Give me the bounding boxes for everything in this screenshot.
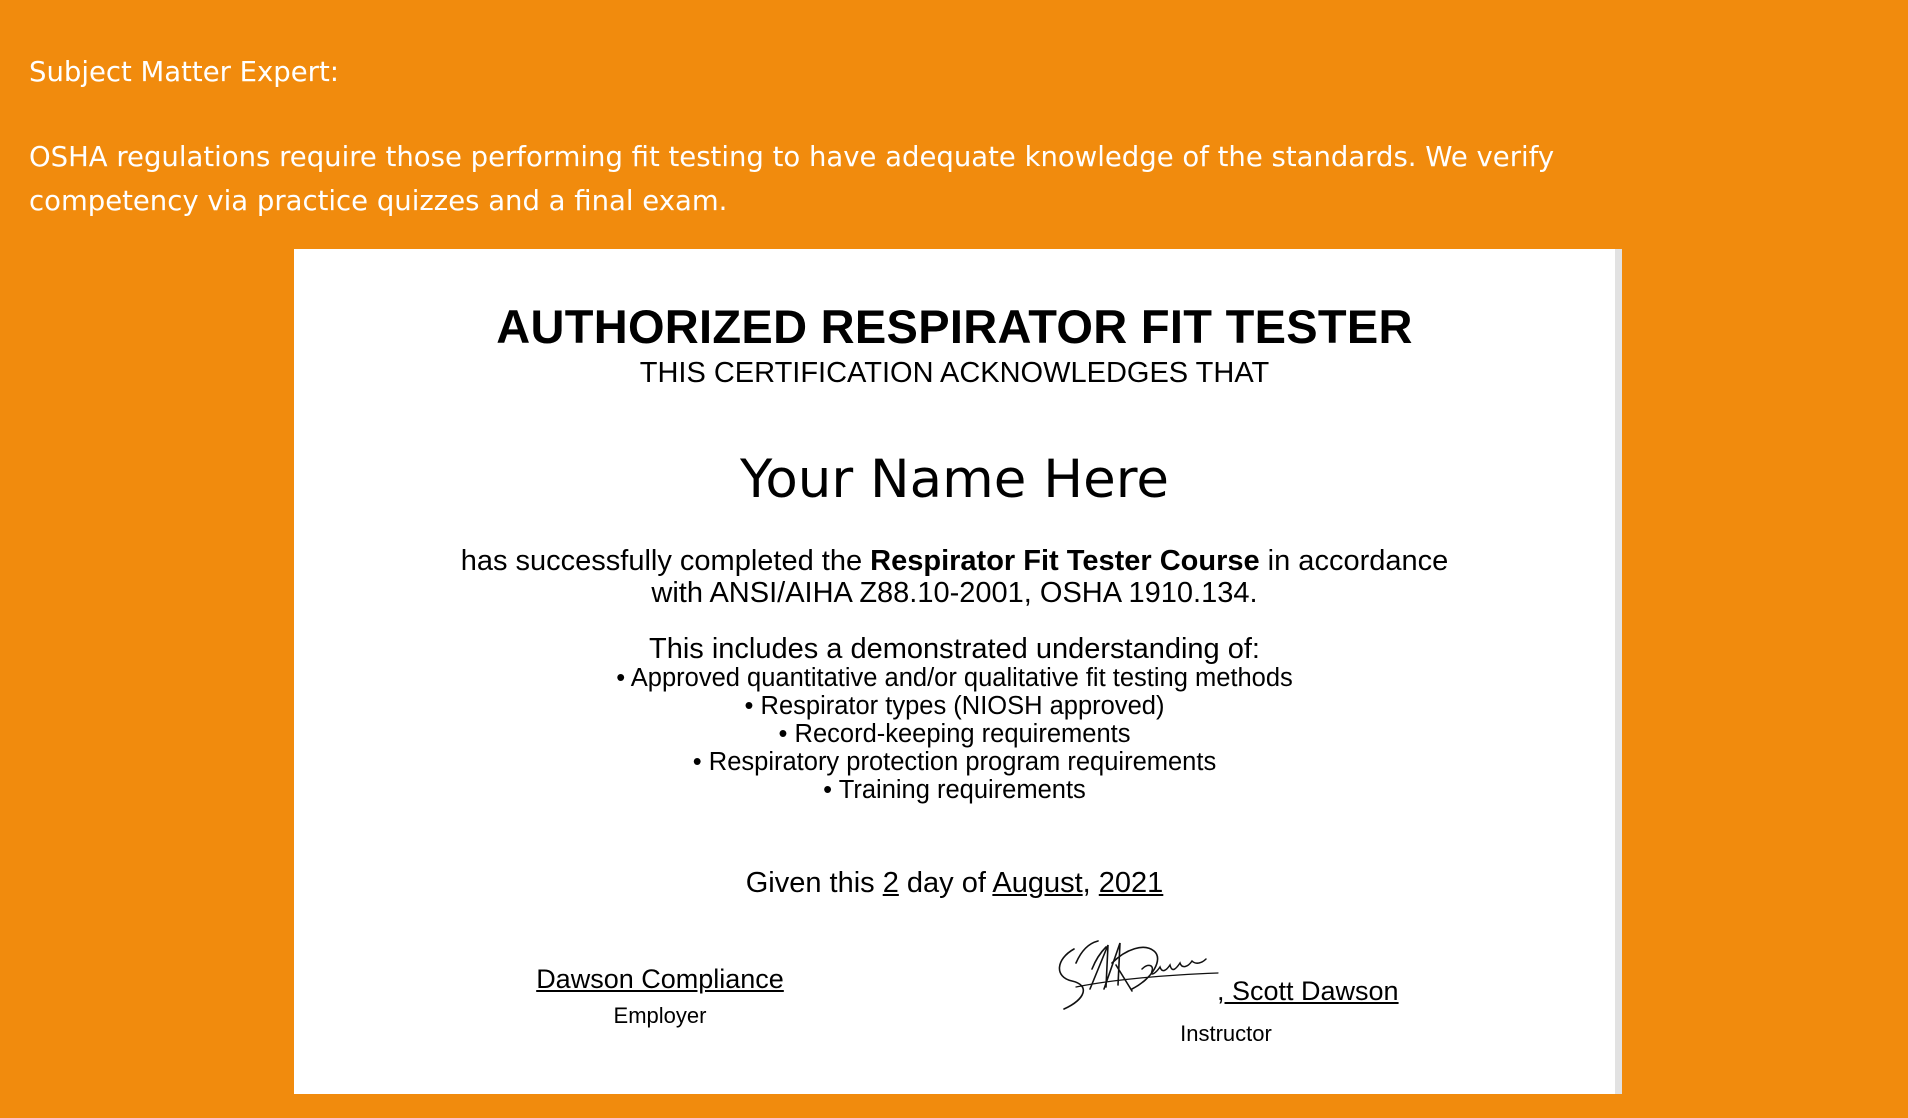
instructor-signature-block [1046, 929, 1406, 1047]
completion-suffix: in accordance [1259, 545, 1449, 577]
certificate [294, 249, 1622, 1094]
intro-body-line2: competency via practice quizzes and a final exam. [29, 185, 728, 217]
given-year: 2021 [1098, 867, 1164, 899]
employer-role: Employer [613, 1003, 707, 1028]
skill-item: • Respirator types (NIOSH approved) [744, 692, 1165, 720]
recipient-name: Your Name Here [740, 449, 1169, 510]
intro-body-line1: OSHA regulations require those performing fit testing to have adequate knowledge of the standards. We verify [29, 141, 1555, 173]
skills-list [294, 664, 1615, 804]
given-middle: day of [898, 867, 993, 899]
given-date-line [294, 867, 1615, 900]
given-day: 2 [882, 867, 899, 899]
completion-line2: with ANSI/AIHA Z88.10-2001, OSHA 1910.134. [651, 577, 1258, 609]
handwritten-signature [1046, 929, 1221, 1019]
given-month: August [992, 867, 1083, 899]
instructor-signature-row [1046, 929, 1406, 1019]
intro-text [29, 50, 1729, 223]
course-name: Respirator Fit Tester Course [870, 545, 1260, 577]
instructor-name: , Scott Dawson [1217, 976, 1399, 1006]
completion-prefix: has successfully completed the [460, 545, 871, 577]
skills-intro: This includes a demonstrated understanding of: [649, 633, 1260, 665]
given-prefix: Given this [745, 867, 883, 899]
skill-item: • Record-keeping requirements [778, 720, 1131, 748]
certificate-title: AUTHORIZED RESPIRATOR FIT TESTER [496, 300, 1413, 353]
completion-line1 [294, 545, 1615, 577]
intro-spacer [29, 94, 1729, 135]
instructor-role: Instructor [1180, 1021, 1272, 1046]
certificate-subtitle: THIS CERTIFICATION ACKNOWLEDGES THAT [639, 357, 1270, 389]
employer-signature-block [530, 964, 790, 1029]
skill-item: • Approved quantitative and/or qualitative fit testing methods [616, 664, 1293, 692]
skill-item: • Training requirements [823, 776, 1086, 804]
skill-item: • Respiratory protection program requirements [692, 748, 1217, 776]
employer-name: Dawson Compliance [536, 964, 784, 994]
completion-statement [294, 545, 1615, 609]
intro-heading: Subject Matter Expert: [29, 56, 340, 88]
given-comma: , [1082, 867, 1099, 899]
